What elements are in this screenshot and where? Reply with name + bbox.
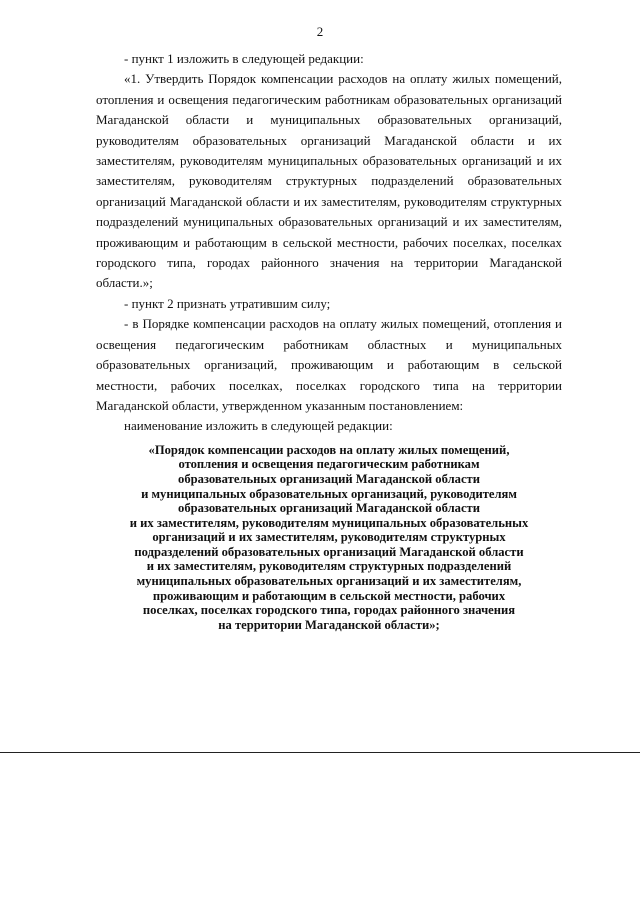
paragraph-item-1: - пункт 1 изложить в следующей редакции:: [124, 51, 364, 66]
paragraph-procedure-changes: - в Порядке компенсации расходов на оплату жилых помещений, отопления и освещения педагогическим работникам областных и муниципальных образовательных организаций, проживающим и работающим в сельской местности, рабочих поселках, поселках городского типа на территории Магаданской области, утвержденном указанным постановлением:: [96, 316, 562, 413]
procedure-title-line: образовательных организаций Магаданской области: [178, 501, 480, 516]
procedure-title-line: «Порядок компенсации расходов на оплату жилых помещений,: [148, 442, 510, 457]
paragraph-item-2: - пункт 2 признать утратившим силу;: [124, 295, 331, 311]
bottom-divider: [0, 752, 640, 753]
procedure-title-line: поселках, поселках городского типа, городах районного значения: [142, 603, 516, 618]
procedure-title-line: и муниципальных образовательных организаций, руководителям: [141, 486, 517, 501]
paragraph-title-instruction: наименование изложить в следующей редакции:: [124, 418, 393, 434]
procedure-title-line: образовательных организаций Магаданской области: [178, 471, 480, 486]
procedure-title-line: отопления и освещения педагогическим работникам: [178, 457, 480, 472]
procedure-title: [92, 443, 566, 633]
procedure-title-line: организаций и их заместителям, руководителям структурных: [152, 530, 506, 545]
procedure-title-line: на территории Магаданской области»;: [218, 617, 440, 632]
paragraph-item-1-text: «1. Утвердить Порядок компенсации расходов на оплату жилых помещений, отопления и освещения педагогическим работникам образовательных организаций Магаданской области и муниципальных образовательных организаций, руководителям образовательных организаций Магаданской области и их заместителям, руководителям муниципальных образовательных организаций и их заместителям, руководителям структурных подразделений образовательных организаций Магаданской области и их заместителям, руководителям структурных подразделений муниципальных образовательных организаций и их заместителям, проживающим и работающим в сельской местности, рабочих поселках, поселках городского типа, городах районного значения на территории Магаданской области.»;: [96, 71, 562, 291]
document-body: [96, 49, 562, 632]
procedure-title-line: подразделений образовательных организаций Магаданской области: [134, 544, 524, 559]
procedure-title-line: проживающим и работающим в сельской местности, рабочих: [152, 588, 506, 603]
procedure-title-line: и их заместителям, руководителям структурных подразделений: [146, 559, 512, 574]
procedure-title-line: и их заместителям, руководителям муниципальных образовательных: [129, 515, 529, 530]
procedure-title-line: муниципальных образовательных организаций и их заместителям,: [136, 574, 522, 589]
page-number: 2: [316, 24, 324, 39]
